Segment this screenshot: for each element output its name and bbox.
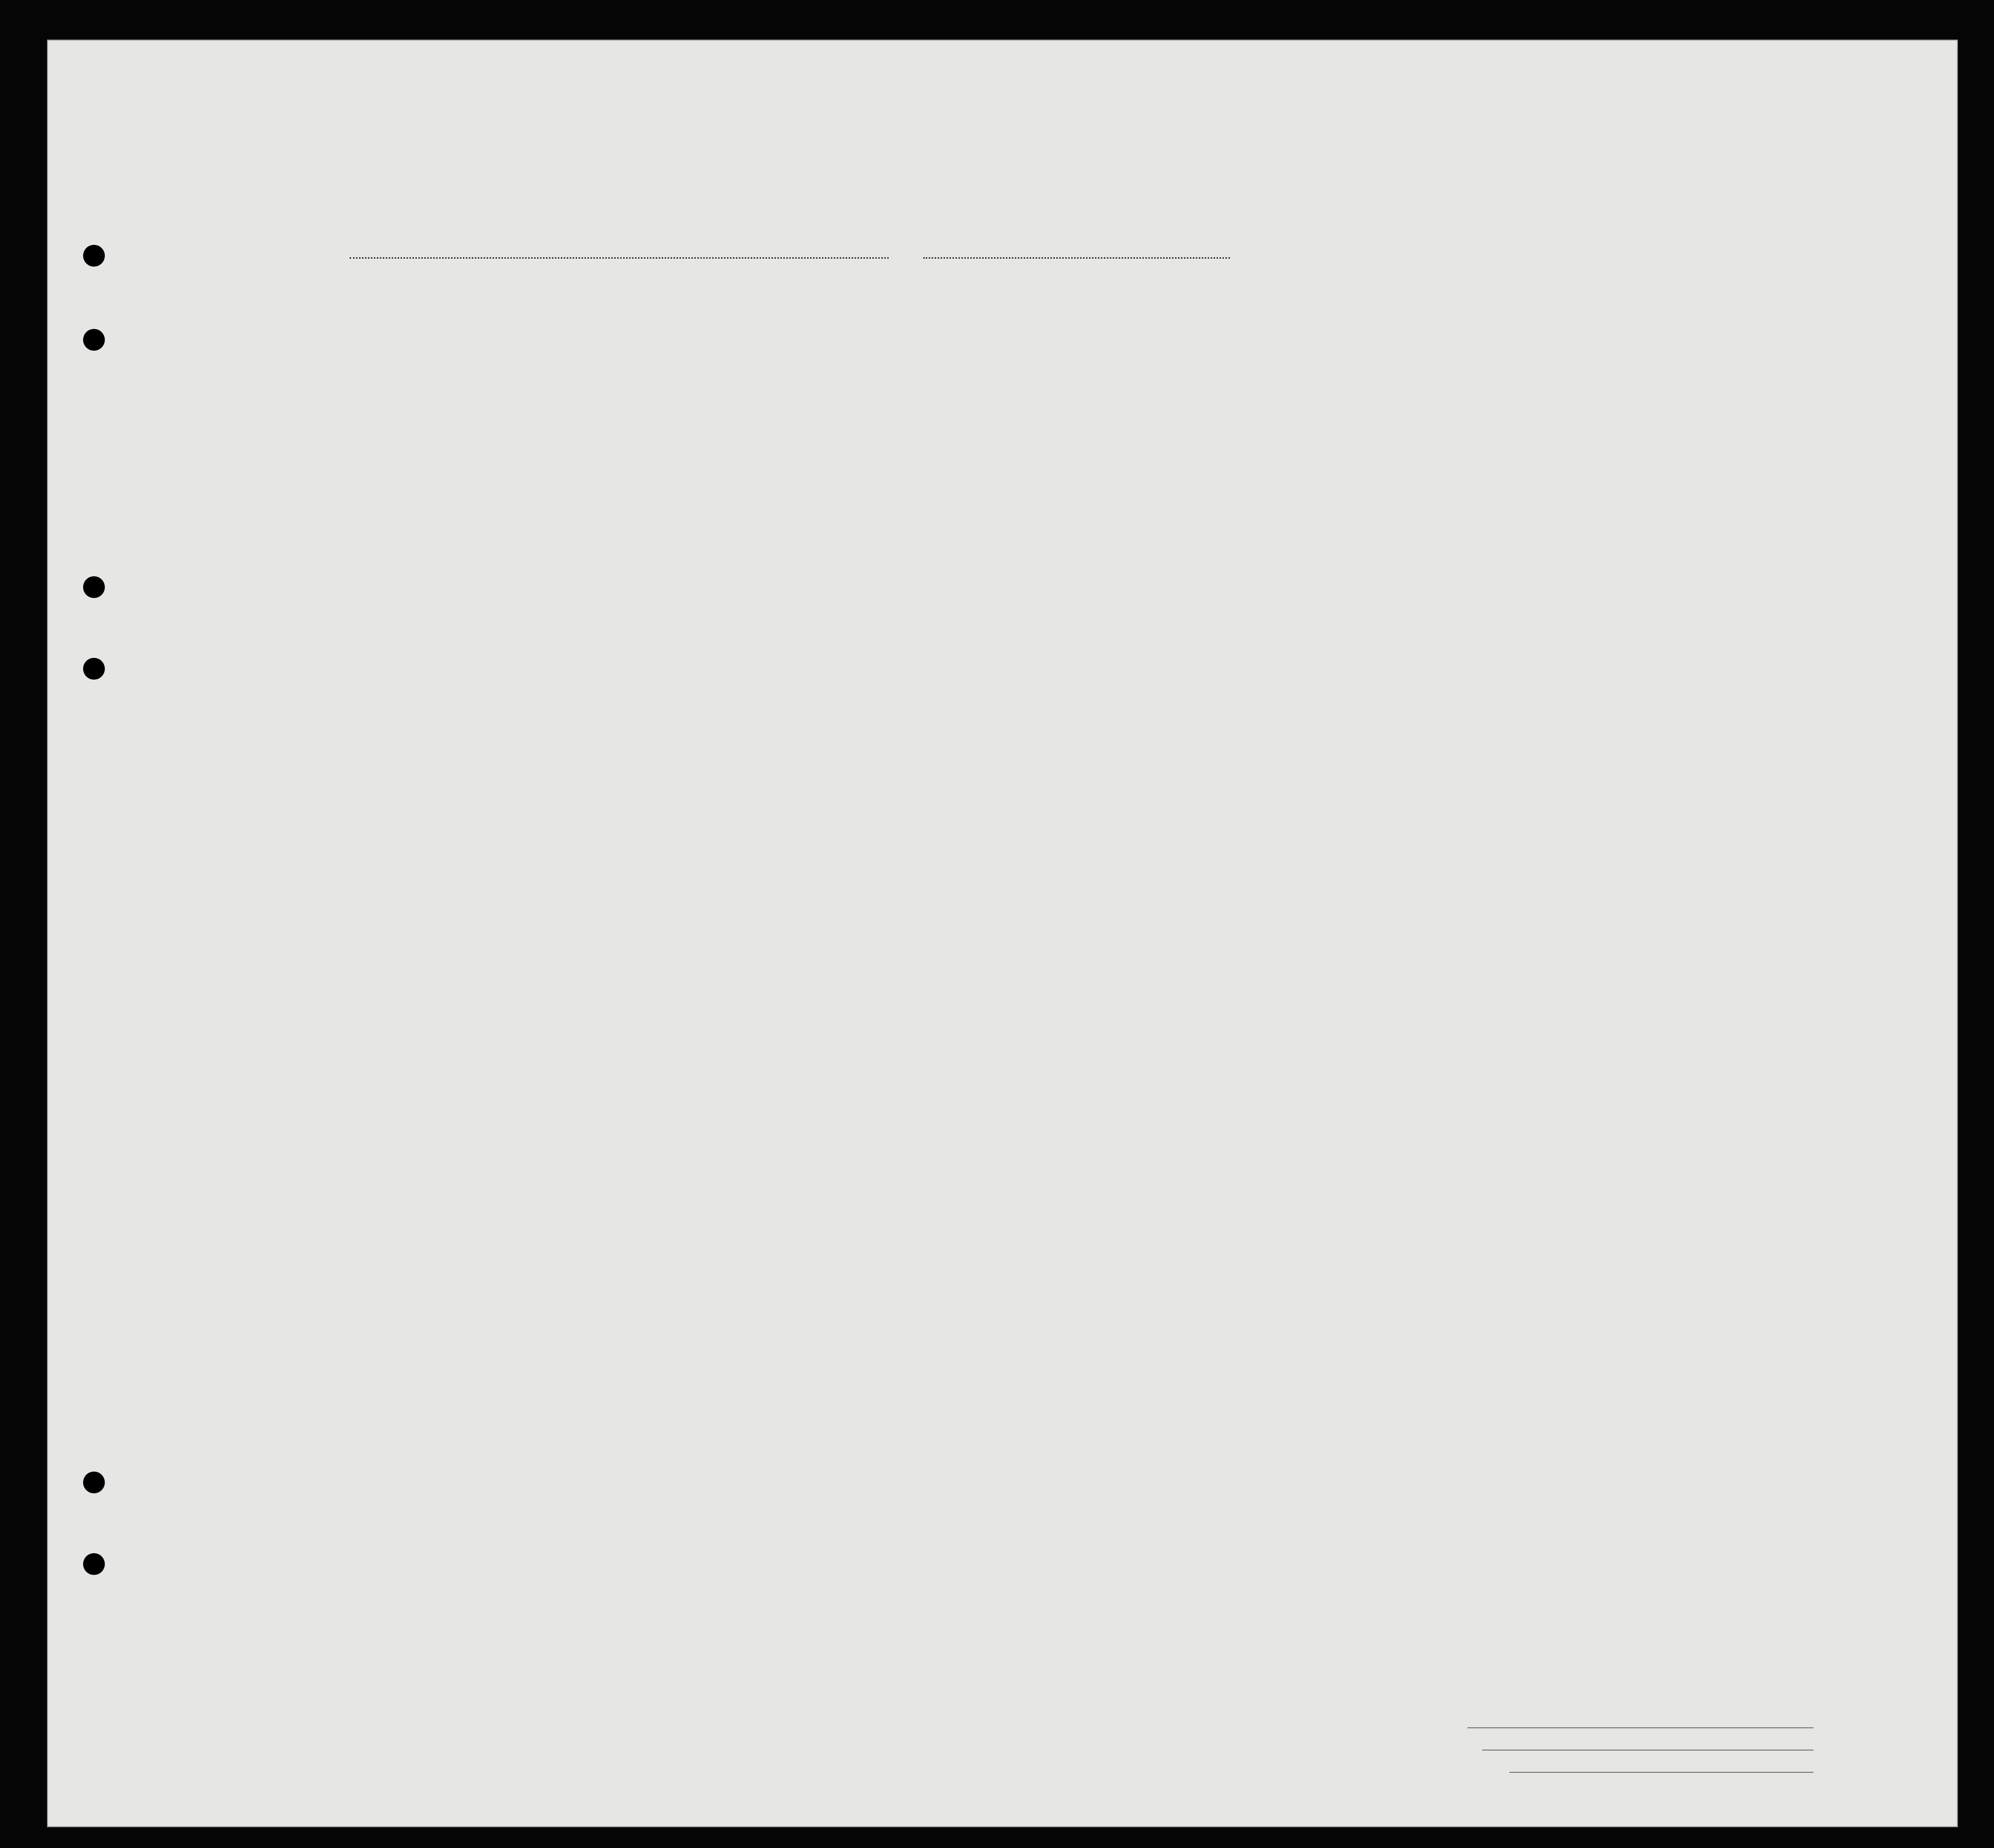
punch-hole: [83, 576, 105, 598]
line-rule: [1467, 1727, 1813, 1728]
punch-hole: [83, 1472, 105, 1493]
owners-rule: [1482, 1750, 1813, 1751]
punch-hole: [83, 329, 105, 351]
punch-hole: [83, 245, 105, 267]
manifest-sheet: [47, 40, 1958, 1827]
punch-hole: [83, 1553, 105, 1575]
punch-hole: [83, 658, 105, 680]
agents-rule: [1509, 1772, 1813, 1773]
table-grid: [48, 41, 1957, 1826]
